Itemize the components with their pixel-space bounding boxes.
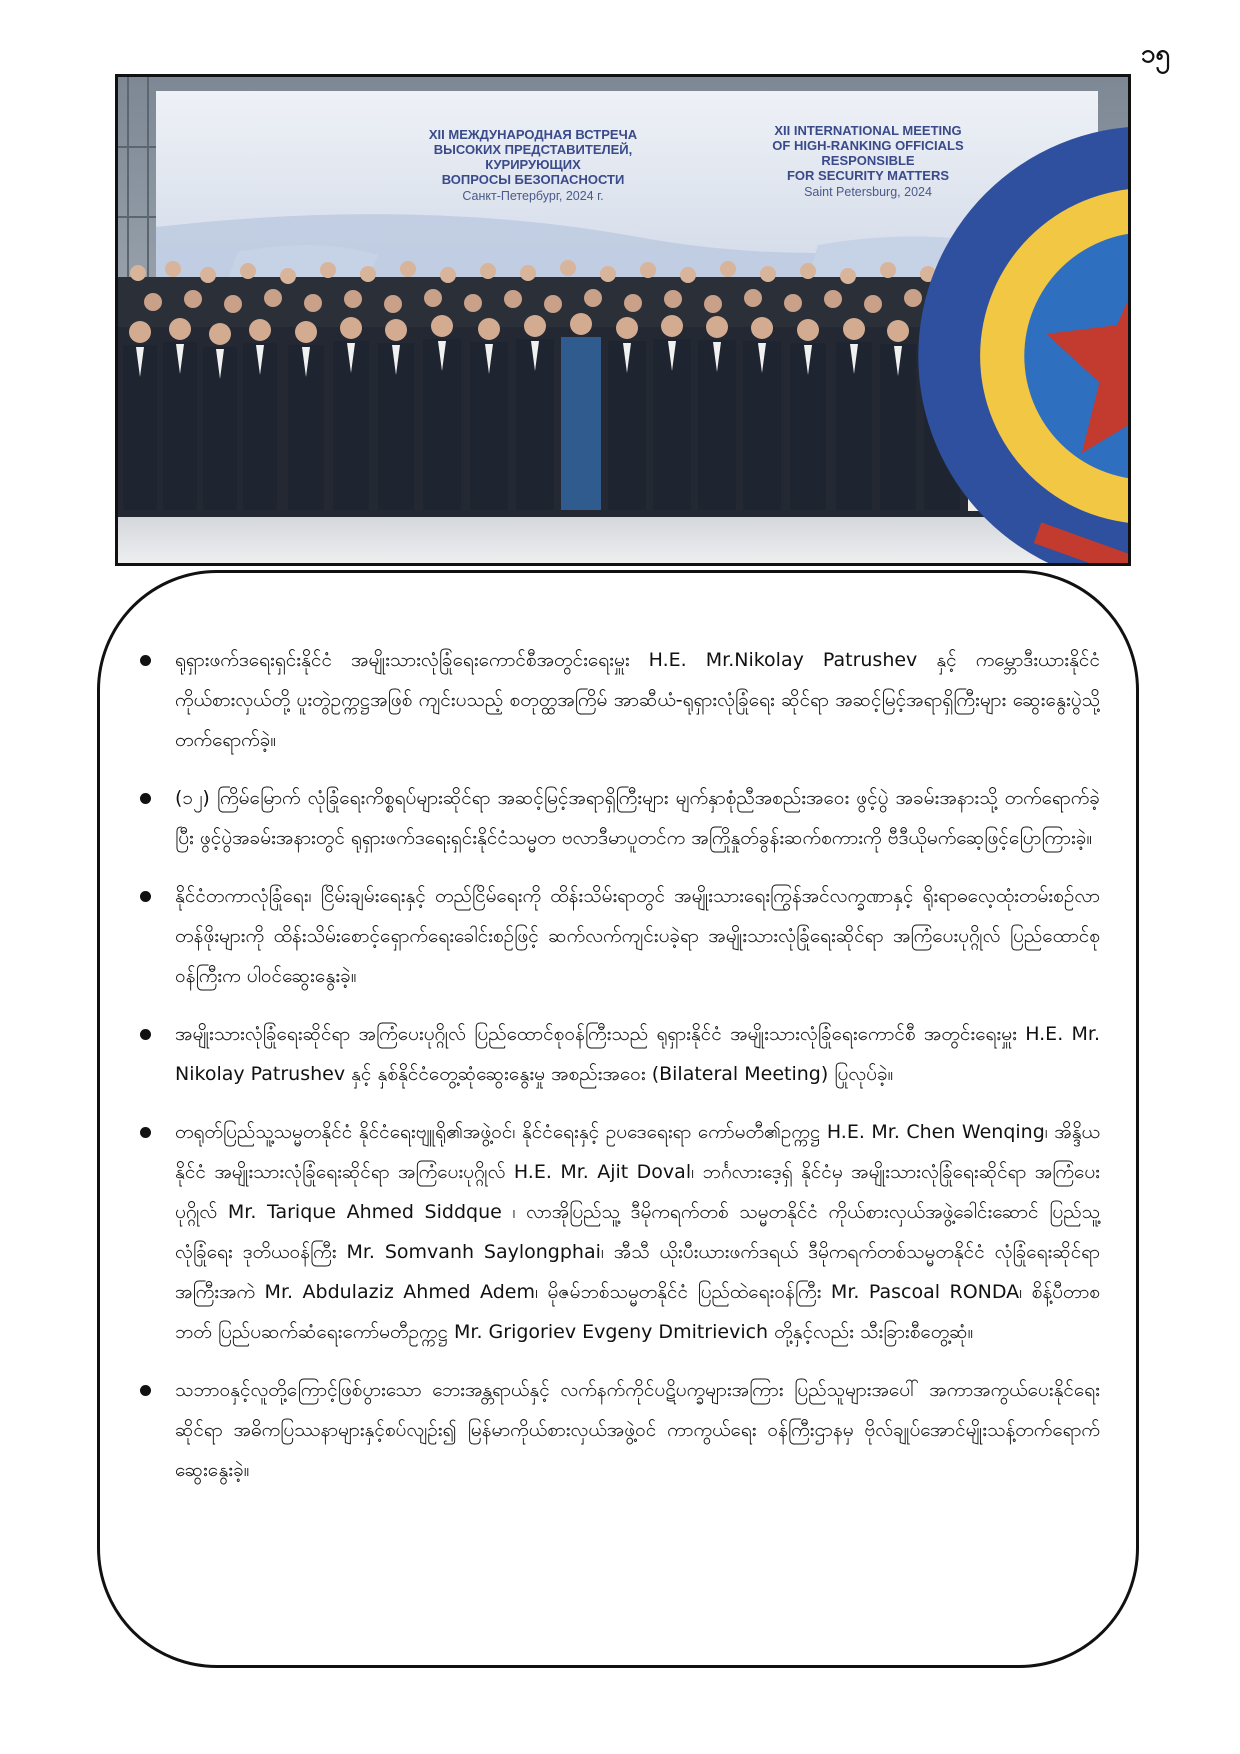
banner-ru-line-4: ВОПРОСЫ БЕЗОПАСНОСТИ [441,172,625,187]
bullet-dot-icon [140,793,151,804]
banner-en-line-4: FOR SECURITY MATTERS [786,168,950,183]
bullet-text: သဘာဝနှင့်လူတို့ကြောင့်ဖြစ်ပွားသော ဘေးအန္တရာယ်နှင့် လက်နက်ကိုင်ပဋိပက္ခများအကြား ပြည်သူများအပေါ် အကာအကွယ်ပေးနိုင်ရေးဆိုင်ရာ အဓိကပြဿနာများနှင့်စပ်လျဉ်း၍ မြန်မာကိုယ်စားလှယ်အဖွဲ့ဝင် ကာကွယ်ရေး ဝန်ကြီးဌာနမှ ဗိုလ်ချုပ်အောင်မျိုးသန့်တက်ရောက်ဆွေးနွေးခဲ့။ [175,1379,1100,1481]
bullet-text: ရုရှားဖက်ဒရေးရှင်းနိုင်ငံ အမျိုးသားလုံခြုံရေးကောင်စီအတွင်းရေးမှူး H.E. Mr.Nikolay Patrushev နှင့် ကမ္ဘောဒီးယားနိုင်ငံ ကိုယ်စားလှယ်တို့ ပူးတွဲဥက္ကဋ္ဌအဖြစ် ကျင်းပသည့် စတုတ္ထအကြိမ် အာဆီယံ-ရုရှားလုံခြုံရေး ဆိုင်ရာ အဆင့်မြင့်အရာရှိကြီးများ ဆွေးနွေးပွဲသို့ တက်ရောက်ခဲ့။ [175,649,1100,751]
banner-ru-line-2: ВЫСОКИХ ПРЕДСТАВИТЕЛЕЙ, [433,142,633,157]
bullet-list [140,640,1100,1508]
bullet-item [140,640,1100,760]
banner-ru-place: Санкт-Петербург, 2024 г. [462,189,604,203]
group-photo [115,74,1131,566]
bullet-item [140,876,1100,996]
bullet-dot-icon [140,891,151,902]
banner-ru-line-3: КУРИРУЮЩИХ [485,157,581,172]
bullet-dot-icon [140,1029,151,1040]
bullet-text: နိုင်ငံတကာလုံခြုံရေး၊ ငြိမ်းချမ်းရေးနှင့် တည်ငြိမ်ရေးကို ထိန်းသိမ်းရာတွင် အမျိုးသားရေးကြွန်အင်လက္ခဏာနှင့် ရိုးရာဓလေ့ထုံးတမ်းစဉ်လာတန်ဖိုးများကို ထိန်းသိမ်းစောင့်ရှောက်ရေးခေါင်းစဉ်ဖြင့် ဆက်လက်ကျင်းပခဲ့ရာ အမျိုးသားလုံခြုံရေးဆိုင်ရာ အကြံပေးပုဂ္ဂိုလ် ပြည်ထောင်စုဝန်ကြီးက ပါဝင်ဆွေးနွေးခဲ့။ [175,885,1100,987]
banner-en-line-2: OF HIGH-RANKING OFFICIALS [772,138,964,153]
bullet-dot-icon [140,1385,151,1396]
bullet-item [140,1112,1100,1352]
banner-en-line-1: XII INTERNATIONAL MEETING [774,123,962,138]
bullet-item [140,778,1100,858]
banner-en-line-3: RESPONSIBLE [821,153,915,168]
page-number: ၁၅ [1140,39,1170,69]
banner-en-place: Saint Petersburg, 2024 [804,185,932,199]
bullet-item [140,1370,1100,1490]
bullet-text: တရုတ်ပြည်သူ့သမ္မတနိုင်ငံ နိုင်ငံရေးဗျူရို၏အဖွဲ့ဝင်၊ နိုင်ငံရေးနှင့် ဥပဒေရေးရာ ကော်မတီ၏ဥက္ကဋ္ဌ H.E. Mr. Chen Wenqing၊ အိန္ဒိယနိုင်ငံ အမျိုးသားလုံခြုံရေးဆိုင်ရာ အကြံပေးပုဂ္ဂိုလ် H.E. Mr. Ajit Doval၊ ဘင်္ဂလားဒေ့ရှ် နိုင်ငံမှ အမျိုးသားလုံခြုံရေးဆိုင်ရာ အကြံပေးပုဂ္ဂိုလ် Mr. Tarique Ahmed Siddque ၊ လာအိုပြည်သူ့ ဒီမိုကရက်တစ် သမ္မတနိုင်ငံ ကိုယ်စားလှယ်အဖွဲ့ခေါင်းဆောင် ပြည်သူ့လုံခြုံရေး ဒုတိယဝန်ကြီး Mr. Somvanh Saylongphai၊ အီသီ ယိုးပီးယားဖက်ဒရယ် ဒီမိုကရက်တစ်သမ္မတနိုင်ငံ လုံခြုံရေးဆိုင်ရာ အကြီးအကဲ Mr. Abdulaziz Ahmed Adem၊ မိုဇမ်ဘစ်သမ္မတနိုင်ငံ ပြည်ထဲရေးဝန်ကြီး Mr. Pascoal RONDA၊ စိန့်ပီတာစဘတ် ပြည်ပဆက်ဆံရေးကော်မတီဥက္ကဋ္ဌ Mr. Grigoriev Evgeny Dmitrievich တို့နှင့်လည်း သီးခြားစီတွေ့ဆုံ။ [175,1121,1100,1343]
bullet-text: (၁၂) ကြိမ်မြောက် လုံခြုံရေးကိစ္စရပ်များဆိုင်ရာ အဆင့်မြင့်အရာရှိကြီးများ မျက်နှာစုံညီအစည်းအဝေး ဖွင့်ပွဲ အခမ်းအနားသို့ တက်ရောက်ခဲ့ပြီး ဖွင့်ပွဲအခမ်းအနားတွင် ရုရှားဖက်ဒရေးရှင်းနိုင်ငံသမ္မတ ဗလာဒီမာပူတင်က အကြိုနှုတ်ခွန်းဆက်စကားကို ဗီဒီယိုမက်ဆေ့ဖြင့်ပြောကြားခဲ့။ [175,787,1100,849]
banner-russian-title [418,127,648,204]
bullet-dot-icon [140,655,151,666]
banner-english-title [753,123,983,200]
bullet-item [140,1014,1100,1094]
bullet-text: အမျိုးသားလုံခြုံရေးဆိုင်ရာ အကြံပေးပုဂ္ဂိုလ် ပြည်ထောင်စုဝန်ကြီးသည် ရုရှားနိုင်ငံ အမျိုးသားလုံခြုံရေးကောင်စီ အတွင်းရေးမှူး H.E. Mr. Nikolay Patrushev နှင့် နှစ်နိုင်ငံတွေ့ဆုံဆွေးနွေးမှု အစည်းအဝေး (Bilateral Meeting) ပြုလုပ်ခဲ့။ [175,1023,1100,1085]
banner-ru-line-1: XII МЕЖДУНАРОДНАЯ ВСТРЕЧА [428,127,638,142]
bullet-dot-icon [140,1127,151,1138]
